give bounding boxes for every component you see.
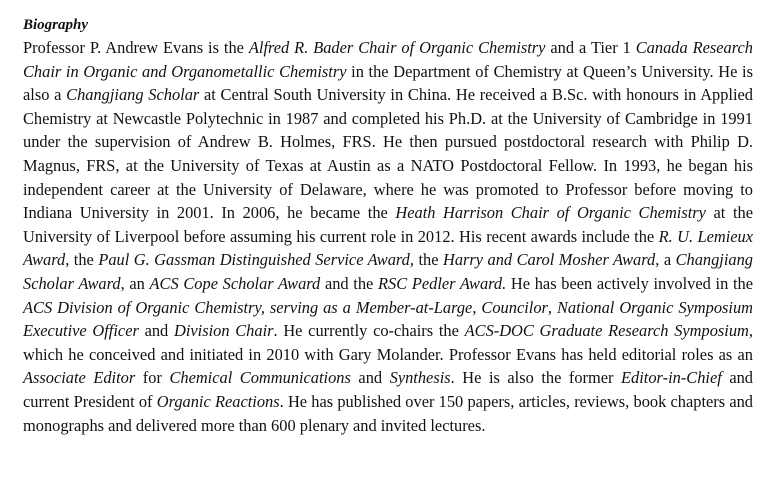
italic-text-run: RSC Pedler Award.: [378, 273, 507, 293]
italic-text-run: Harry and Carol Mosher Award: [442, 250, 656, 270]
italic-text-run: ACS Cope Scholar Award: [149, 273, 321, 293]
text-run: , the: [65, 250, 99, 270]
text-run: ,: [472, 297, 482, 317]
text-run: at Central South University in China. He received a B.Sc. with honours in Applied Chemistry at Newcastle Polytechnic in 1987 and completed his Ph.D. at the University of Cambridge in 1991 under the supervision of Andrew B. Holmes, FRS. He then pursued postdoctoral research with Philip D. Magnus, FRS, at the University of Texas at Austin as a NATO Postdoctoral Fellow. In 1993, he began his independent career at the University of Delaware, where he was promoted to Professor before moving to Indiana University in 2001. In 2006, he became the: [23, 85, 753, 223]
section-heading: Biography: [23, 17, 89, 33]
italic-text-run: R. U. Lemieux Award: [23, 226, 753, 270]
text-run: ,: [547, 297, 557, 317]
text-run: . He has published over 150 papers, articles, reviews, book chapters and monographs and delivered more than 600 plenary and invited lectures.: [23, 391, 753, 435]
italic-text-run: Changjiang Scholar Award: [23, 250, 754, 293]
text-run: at the University of Liverpool before assuming his current role in 2012. His recent awards include the: [23, 203, 753, 246]
italic-text-run: Associate Editor: [23, 368, 136, 388]
text-run: , an: [120, 273, 150, 293]
text-run: and: [138, 321, 174, 341]
text-run: and current President of: [23, 368, 753, 411]
document-page: [23, 14, 753, 437]
italic-text-run: Heath Harrison Chair of Organic Chemistry: [395, 203, 706, 223]
text-run: for: [135, 368, 170, 388]
text-run: . He currently co-chairs the: [273, 321, 465, 341]
italic-text-run: ACS-DOC Graduate Research Symposium: [464, 321, 749, 341]
text-run: He has been actively involved in the: [506, 273, 753, 293]
text-run: in the Department of Chemistry at Queen’s University. He is also a: [23, 61, 753, 105]
italic-text-run: Chemical Communications: [169, 368, 351, 388]
italic-text-run: Canada Research Chair in Organic and Organometallic Chemistry: [23, 38, 753, 81]
text-run: , a: [655, 250, 676, 270]
italic-text-run: Synthesis: [389, 368, 451, 388]
italic-text-run: Editor-in-Chief: [621, 368, 722, 388]
text-run: the: [413, 250, 443, 270]
text-run: Professor P. Andrew Evans is the: [23, 38, 249, 57]
italic-text-run: Division Chair: [173, 321, 274, 341]
text-run: and the: [320, 273, 379, 293]
text-run: . He is also the former: [450, 368, 622, 388]
text-run: , which he conceived and initiated in 2010 with Gary Molander. Professor Evans has held editorial roles as an: [23, 321, 753, 364]
italic-text-run: ACS Division of Organic Chemistry, serving as a Member-at-Large: [23, 297, 473, 317]
text-run: and a Tier 1: [545, 38, 636, 57]
italic-text-run: Paul G. Gassman Distinguished Service Award,: [98, 250, 414, 270]
italic-text-run: Changjiang Scholar: [66, 85, 200, 105]
italic-text-run: Councilor: [481, 297, 548, 317]
italic-text-run: National Organic Symposium Executive Officer: [23, 297, 753, 341]
italic-text-run: Organic Reactions: [156, 391, 280, 411]
italic-text-run: Alfred R. Bader Chair of Organic Chemistry: [248, 38, 546, 57]
text-run: and: [350, 368, 390, 388]
biography-paragraph: [23, 36, 753, 437]
